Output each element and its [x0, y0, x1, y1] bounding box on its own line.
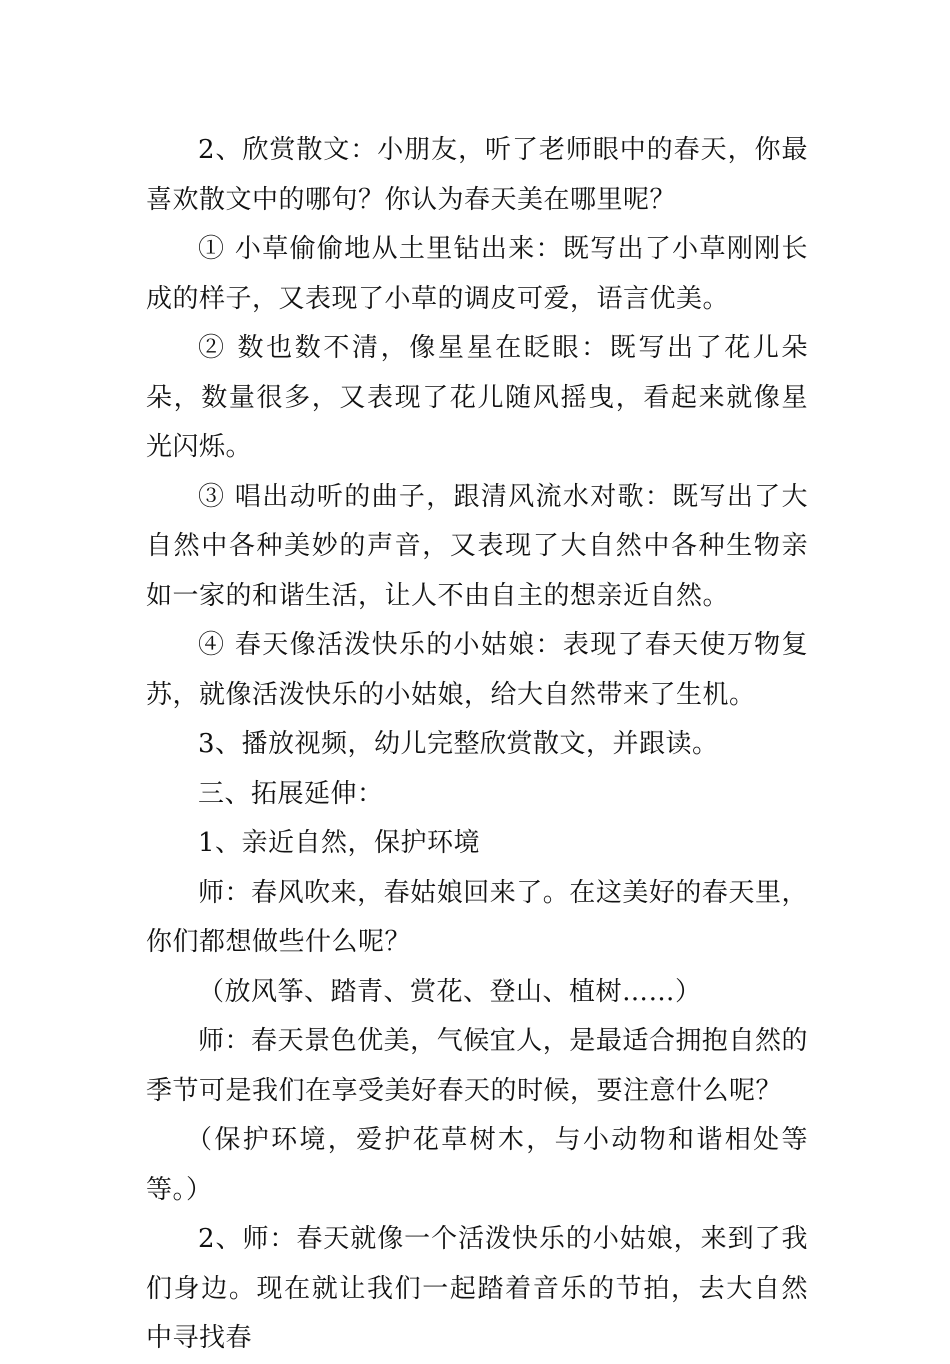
paragraph-answer-2: （保护环境，爱护花草树木，与小动物和谐相处等等。） [146, 1125, 808, 1205]
document-body [146, 126, 808, 1364]
section-heading-extension: 三、拓展延伸： [198, 778, 384, 809]
paragraph-point-3: ③ 唱出动听的曲子，跟清风流水对歌：既写出了大自然中各种美妙的声音，又表现了大自然中各种生物亲如一家的和谐生活，让人不由自主的想亲近自然。 [146, 481, 808, 611]
paragraph-teacher-activity: 2、师：春天就像一个活泼快乐的小姑娘，来到了我们身边。现在就让我们一起踏着音乐的节拍，去大自然中寻找春 [146, 1224, 808, 1353]
paragraph-nature-environment: 1、亲近自然，保护环境 [198, 828, 481, 858]
paragraph-point-1: ① 小草偷偷地从土里钻出来：既写出了小草刚刚长成的样子，又表现了小草的调皮可爱，语言优美。 [146, 234, 808, 314]
paragraph-answer-1: （放风筝、踏青、赏花、登山、植树……） [198, 976, 702, 1007]
paragraph-point-4: ④ 春天像活泼快乐的小姑娘：表现了春天使万物复苏，就像活泼快乐的小姑娘，给大自然带来了生机。 [146, 630, 808, 710]
paragraph-play-video: 3、播放视频，幼儿完整欣赏散文，并跟读。 [198, 729, 719, 759]
paragraph-appreciate-prose: 2、欣赏散文：小朋友，听了老师眼中的春天，你最喜欢散文中的哪句？你认为春天美在哪里呢？ [146, 135, 808, 215]
paragraph-teacher-question-2: 师：春天景色优美，气候宜人，是最适合拥抱自然的季节可是我们在享受美好春天的时候，要注意什么呢？ [146, 1026, 808, 1106]
paragraph-teacher-question-1: 师：春风吹来，春姑娘回来了。在这美好的春天里，你们都想做些什么呢？ [146, 877, 808, 957]
paragraph-point-2: ② 数也数不清，像星星在眨眼：既写出了花儿朵朵，数量很多，又表现了花儿随风摇曳，看起来就像星光闪烁。 [146, 333, 808, 462]
